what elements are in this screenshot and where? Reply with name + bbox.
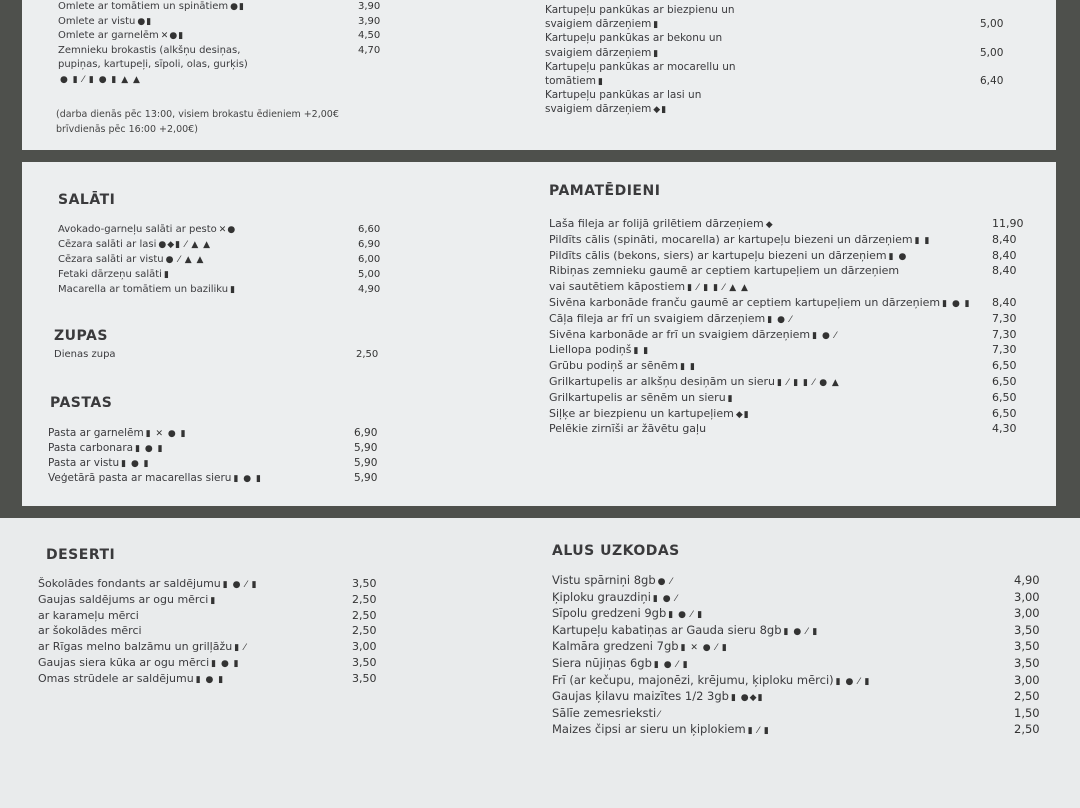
menu-item-name: Cāļa fileja ar frī un svaigiem dārzeņiem	[549, 311, 766, 325]
menu-item	[549, 280, 749, 295]
menu-item	[58, 0, 245, 14]
menu-item	[552, 624, 818, 639]
menu-item-price: 6,50	[992, 390, 1017, 404]
menu-item-price: 6,90	[354, 427, 378, 439]
allergen-icons: ▮ ● ⁄	[652, 593, 678, 604]
allergen-icons: ▮ ▮	[633, 346, 650, 357]
allergen-icons: ✕●▮	[160, 31, 185, 41]
menu-item-price: 2,50	[352, 624, 377, 638]
menu-item	[58, 73, 141, 87]
allergen-icons: ● ⁄ ▲ ▲	[165, 255, 205, 265]
menu-item-name: Omas strūdele ar saldējumu	[38, 671, 194, 685]
menu-item	[552, 674, 870, 689]
menu-item-name: Siļķe ar biezpienu un kartupeļiem	[549, 406, 734, 420]
menu-item-name: Kalmāra gredzeni 7gb	[552, 639, 679, 654]
allergen-icons: ◆▮	[653, 105, 668, 116]
menu-item-price: 6,50	[992, 359, 1017, 373]
menu-item-name: Dienas zupa	[54, 349, 116, 360]
menu-item-price: 7,30	[992, 311, 1017, 325]
menu-item	[54, 348, 116, 361]
menu-item-price: 3,90	[358, 15, 381, 27]
menu-item-name: Cēzara salāti ar vistu	[58, 254, 164, 265]
menu-item	[549, 375, 840, 390]
menu-item-name: pupiņas, kartupeļi, sīpoli, olas, gurķis)	[58, 59, 248, 70]
salati-heading: SALĀTI	[58, 192, 116, 208]
menu-item-name: Gaujas saldējums ar ogu mērci	[38, 592, 209, 606]
menu-item	[545, 4, 735, 17]
allergen-icons: ▮	[653, 48, 660, 59]
menu-item-price: 2,50	[352, 608, 377, 622]
menu-item	[58, 253, 204, 267]
menu-item	[549, 233, 930, 248]
menu-item	[549, 217, 774, 232]
menu-item-price: 3,00	[1014, 589, 1040, 604]
menu-item	[58, 268, 170, 282]
menu-item-price: 2,50	[1014, 689, 1040, 704]
menu-item-price: 7,30	[992, 343, 1017, 357]
mains-panel	[22, 162, 1056, 506]
allergen-icons: ▮	[230, 285, 237, 295]
menu-item-name: Pildīts cālis (spināti, mocarella) ar kartupeļu biezeni un dārzeņiem	[549, 232, 913, 246]
menu-item-price: 6,50	[992, 406, 1017, 420]
menu-item-price: 8,40	[992, 264, 1017, 278]
allergen-icons: ▮	[597, 77, 604, 87]
allergen-icons: ● ⁄	[657, 577, 673, 587]
allergen-icons: ▮	[653, 20, 660, 31]
breakfast-note-line1: (darba dienās pēc 13:00, visiem brokastu ēdieniem +2,00€	[56, 109, 339, 120]
menu-item-name: Omlete ar vistu	[58, 15, 136, 27]
allergen-icons: ▮ ● ▮	[135, 444, 164, 454]
menu-item-price: 4,50	[358, 30, 381, 41]
menu-item-name: Pelēkie zirnīši ar žāvētu gaļu	[549, 422, 707, 436]
menu-item	[549, 407, 750, 422]
menu-item	[58, 238, 211, 252]
menu-item-price: 3,50	[1014, 639, 1040, 654]
menu-item-price: 3,50	[352, 577, 377, 590]
menu-item	[38, 577, 258, 592]
menu-item-price: 8,40	[992, 248, 1017, 262]
allergen-icons: ⁄	[658, 709, 661, 720]
allergen-icons: ▮ ● ▮	[121, 459, 150, 469]
allergen-icons: ▮ ⁄	[234, 643, 247, 654]
menu-item-name: Sivēna karbonāde ar frī un svaigiem dārzeņiem	[549, 327, 811, 341]
allergen-icons: ▮ ⁄ ▮ ▮ ⁄ ▲ ▲	[687, 283, 749, 294]
allergen-icons: ●▮	[230, 2, 245, 12]
allergen-icons: ●◆▮ ⁄ ▲ ▲	[158, 240, 212, 250]
menu-item-name: Sālīe zemesrieksti	[552, 705, 657, 720]
menu-item-price: 5,90	[354, 472, 378, 484]
menu-item-name: Grūbu podiņš ar sēnēm	[549, 359, 679, 373]
menu-item	[38, 672, 224, 687]
menu-item-name: Kartupeļu pankūkas ar bekonu un	[545, 32, 723, 45]
menu-item-name: ar karameļu mērci	[38, 608, 139, 622]
menu-item	[58, 223, 236, 237]
menu-item	[552, 607, 703, 622]
menu-item	[549, 264, 899, 277]
menu-item-price: 3,00	[1014, 672, 1040, 687]
menu-item-name: Omlete ar tomātiem un spinātiem	[58, 1, 229, 12]
desserts-snacks-panel	[0, 518, 1080, 808]
menu-item-name: Gaujas siera kūka ar ogu mērci	[38, 656, 210, 669]
menu-item-price: 3,00	[352, 640, 377, 654]
menu-item-name: Zemnieku brokastis (alkšņu desiņas,	[58, 44, 241, 56]
menu-item	[38, 656, 240, 671]
menu-item-name: Kartupeļu pankūkas ar mocarellu un	[545, 60, 736, 73]
menu-item	[552, 640, 728, 655]
menu-item-name: Pildīts cālis (bekons, siers) ar kartupeļu biezeni un dārzeņiem	[549, 248, 887, 262]
menu-item-price: 4,70	[358, 44, 381, 56]
menu-item-name: svaigiem dārzeņiem	[545, 18, 652, 31]
menu-item	[549, 422, 706, 435]
menu-item-price: 3,00	[1014, 606, 1040, 621]
menu-item-name: Macarella ar tomātiem un baziliku	[58, 284, 229, 295]
menu-item-price: 7,30	[992, 327, 1017, 341]
menu-item-name: Gaujas ķilavu maizītes 1/2 3gb	[552, 689, 729, 704]
menu-item	[545, 18, 659, 32]
menu-item-name: Frī (ar kečupu, majonēzi, krējumu, ķiploku mērci)	[552, 672, 834, 687]
menu-item-price: 6,40	[980, 75, 1004, 87]
menu-item	[58, 15, 152, 29]
menu-item-name: Grilkartupelis ar alkšņu desiņām un sieru	[549, 375, 776, 388]
menu-item-price: 3,50	[352, 656, 377, 669]
menu-item	[545, 89, 701, 102]
menu-item	[552, 707, 661, 722]
allergen-icons: ▮ ●◆▮	[730, 693, 764, 704]
menu-item-price: 4,90	[358, 284, 381, 295]
allergen-icons: ▮ ▮	[914, 235, 931, 246]
allergen-icons: ● ▮ ⁄ ▮ ● ▮ ▲ ▲	[60, 74, 141, 85]
menu-item	[545, 32, 722, 45]
menu-item-price: 8,40	[992, 296, 1017, 309]
menu-item	[545, 61, 736, 74]
menu-item-price: 5,00	[980, 46, 1004, 59]
menu-item-price: 3,50	[1014, 656, 1040, 670]
menu-item-price: 6,00	[358, 254, 381, 265]
alus-uzkodas-heading: ALUS UZKODAS	[552, 543, 680, 559]
menu-item-name: svaigiem dārzeņiem	[545, 103, 652, 116]
menu-item-name: Sīpolu gredzeni 9gb	[552, 606, 667, 621]
menu-item-price: 5,00	[358, 269, 381, 280]
pastas-heading: PASTAS	[50, 395, 113, 411]
menu-item	[58, 283, 236, 297]
menu-item-name: Ribiņas zemnieku gaumē ar ceptiem kartupeļiem un dārzeņiem	[549, 264, 900, 278]
allergen-icons: ▮ ● ⁄ ▮	[783, 626, 819, 637]
allergen-icons: ▮ ⁄ ▮ ▮ ⁄ ● ▲	[777, 378, 840, 388]
menu-item-name: Kartupeļu pankūkas ar biezpienu un	[545, 4, 735, 16]
menu-item-name: vai sautētiem kāpostiem	[549, 280, 686, 294]
allergen-icons: ◆	[765, 220, 774, 230]
menu-item-name: Maizes čipsi ar sieru un ķiplokiem	[552, 722, 746, 737]
menu-item	[38, 624, 142, 637]
allergen-icons: ▮ ▮	[680, 362, 696, 373]
menu-item-price: 5,00	[980, 18, 1004, 31]
menu-item-price: 8,40	[992, 232, 1017, 246]
menu-item	[38, 640, 247, 655]
menu-item-name: Kartupeļu pankūkas ar lasi un	[545, 89, 702, 102]
allergen-icons: ▮ ● ▮	[195, 674, 225, 685]
zupas-heading: ZUPAS	[54, 328, 108, 344]
deserti-heading: DESERTI	[46, 547, 116, 563]
allergen-icons: ▮ ● ⁄ ▮	[835, 676, 871, 687]
allergen-icons: ▮	[163, 270, 170, 280]
menu-item-name: Liellopa podiņš	[549, 343, 632, 357]
menu-item-name: Pasta ar garnelēm	[48, 427, 144, 439]
menu-item-price: 11,90	[992, 217, 1024, 230]
menu-item	[552, 591, 678, 606]
menu-item	[545, 47, 659, 61]
allergen-icons: ▮ ●	[888, 251, 908, 262]
menu-item-price: 2,50	[1014, 722, 1040, 737]
menu-item-name: Šokolādes fondants ar saldējumu	[38, 577, 221, 590]
menu-item-price: 5,90	[354, 457, 378, 469]
menu-item-name: Avokado-garneļu salāti ar pesto	[58, 224, 217, 235]
menu-item-name: Veģetārā pasta ar macarellas sieru	[48, 472, 232, 484]
menu-item	[549, 391, 734, 406]
menu-item-price: 6,90	[358, 239, 381, 250]
menu-item-price: 6,60	[358, 224, 381, 235]
allergen-icons: ▮	[727, 393, 734, 404]
allergen-icons: ▮ ● ⁄ ▮	[668, 610, 704, 621]
menu-item-name: Grilkartupelis ar sēnēm un sieru	[549, 390, 726, 404]
menu-item-name: Cēzara salāti ar lasi	[58, 239, 157, 250]
menu-item	[552, 723, 770, 738]
menu-item	[48, 427, 187, 441]
menu-item-price: 4,30	[992, 422, 1017, 436]
menu-item	[549, 359, 696, 374]
allergen-icons: ▮ ● ▮	[942, 299, 971, 309]
menu-item-name: Laša fileja ar folijā grilētiem dārzeņiem	[549, 217, 764, 230]
menu-item-price: 4,90	[1014, 573, 1040, 587]
menu-item	[549, 296, 971, 311]
menu-item-price: 2,50	[356, 349, 379, 360]
menu-item	[552, 690, 764, 705]
menu-item	[48, 442, 164, 456]
menu-item	[549, 328, 837, 343]
allergen-icons: ●▮	[137, 16, 153, 27]
menu-item-name: Siera nūjiņas 6gb	[552, 656, 652, 670]
menu-item-price: 3,90	[358, 1, 381, 12]
menu-item-name: ar šokolādes mērci	[38, 624, 142, 638]
menu-item	[549, 249, 907, 264]
menu-item	[552, 574, 673, 589]
allergen-icons: ▮ ● ⁄	[812, 330, 838, 341]
menu-item-name: tomātiem	[545, 75, 596, 87]
menu-item-price: 2,50	[352, 592, 377, 606]
menu-item	[48, 472, 262, 486]
allergen-icons: ✕●	[218, 225, 237, 235]
menu-item-price: 3,50	[1014, 622, 1040, 637]
allergen-icons: ▮ ● ⁄ ▮	[653, 660, 689, 670]
menu-item	[549, 343, 649, 358]
menu-item	[545, 75, 604, 89]
menu-item	[552, 657, 689, 672]
menu-item-name: Ķiploku grauzdiņi	[552, 589, 651, 604]
menu-item	[48, 457, 150, 471]
allergen-icons: ▮ ✕ ● ⁄ ▮	[680, 643, 728, 654]
menu-item	[58, 58, 248, 71]
allergen-icons: ▮ ● ⁄ ▮	[222, 580, 258, 590]
menu-item	[58, 44, 240, 57]
menu-item	[58, 29, 184, 43]
menu-item-name: Vistu spārniņi 8gb	[552, 573, 656, 587]
menu-item	[545, 103, 667, 117]
allergen-icons: ▮ ● ⁄	[767, 314, 793, 325]
menu-item-price: 5,90	[354, 442, 378, 454]
menu-item-name: svaigiem dārzeņiem	[545, 46, 652, 59]
allergen-icons: ▮ ● ▮	[211, 659, 240, 669]
menu-item-name: Pasta carbonara	[48, 442, 134, 454]
menu-item	[38, 609, 139, 622]
menu-item-name: Omlete ar garnelēm	[58, 30, 159, 41]
allergen-icons: ◆▮	[735, 409, 750, 420]
allergen-icons: ▮ ✕ ● ▮	[145, 429, 187, 439]
menu-item	[549, 312, 792, 327]
menu-item-price: 3,50	[352, 671, 377, 685]
allergen-icons: ▮ ⁄ ▮	[747, 726, 770, 737]
allergen-icons: ▮ ● ▮	[233, 474, 262, 484]
menu-item-name: Fetaki dārzeņu salāti	[58, 269, 162, 280]
menu-item-name: Pasta ar vistu	[48, 457, 120, 469]
breakfast-note-line2: brīvdienās pēc 16:00 +2,00€)	[56, 124, 198, 135]
menu-item-name: Sivēna karbonāde franču gaumē ar ceptiem kartupeļiem un dārzeņiem	[549, 296, 941, 309]
allergen-icons: ▮	[210, 595, 217, 606]
breakfast-panel	[22, 0, 1056, 150]
menu-item	[38, 593, 216, 608]
menu-item-price: 6,50	[992, 375, 1017, 388]
menu-item-name: Kartupeļu kabatiņas ar Gauda sieru 8gb	[552, 622, 782, 637]
pamatedieni-heading: PAMATĒDIENI	[549, 183, 661, 199]
menu-item-price: 1,50	[1014, 705, 1040, 720]
menu-item-name: ar Rīgas melno balzāmu un grilļāžu	[38, 640, 233, 654]
